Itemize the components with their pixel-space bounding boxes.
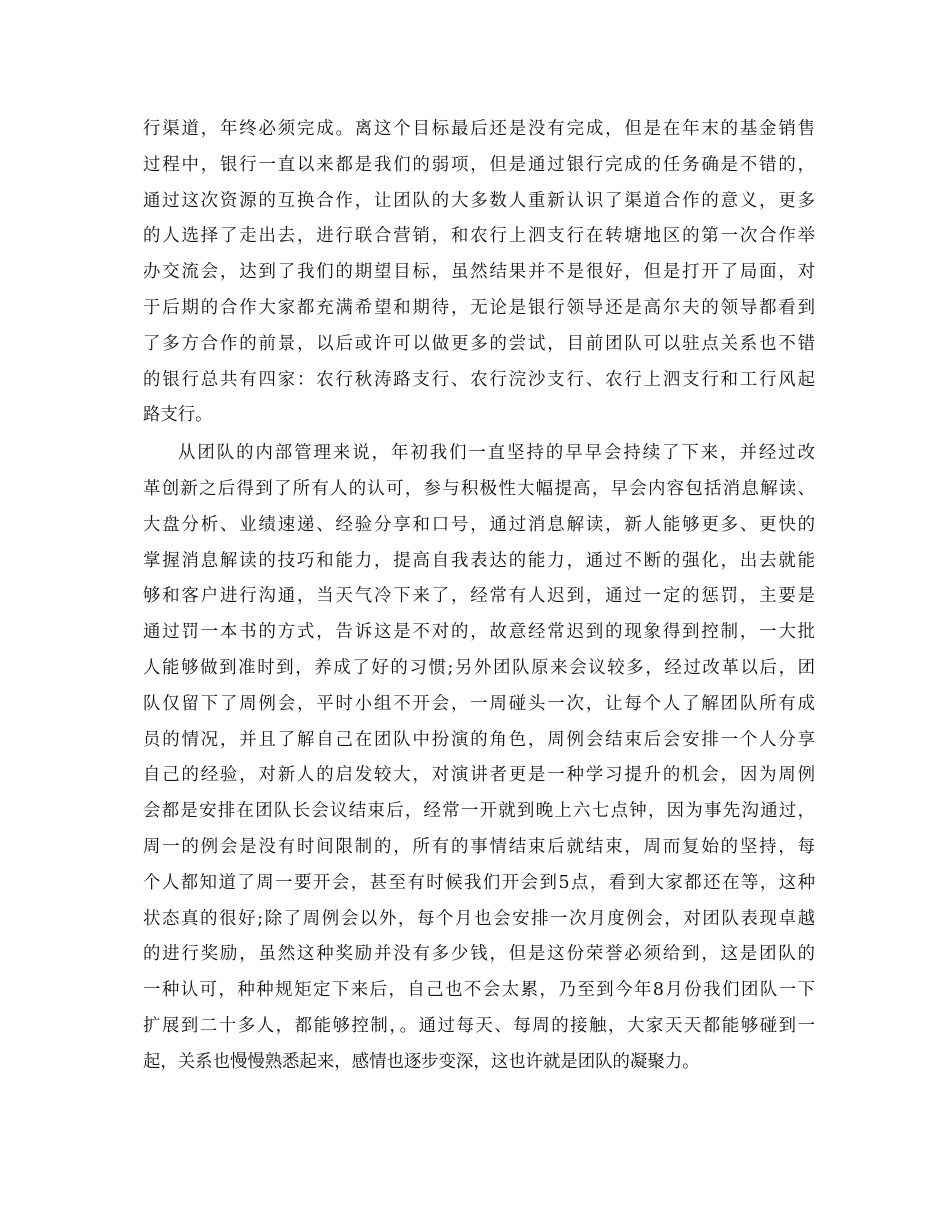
text-line: 会都是安排在团队长会议结束后，经常一开就到晚上六七点钟，因为事先沟通过，	[143, 801, 815, 822]
text-line: 行渠道，年终必须完成。离这个目标最后还是没有完成，但是在年末的基金销售	[143, 119, 815, 139]
paragraph-1	[143, 112, 815, 434]
text-line: 周一的例会是没有时间限制的，所有的事情结束后就结束，周而复始的坚持，每	[143, 836, 815, 857]
text-line: 够和客户进行沟通，当天气冷下来了，经常有人迟到，通过一定的惩罚，主要是	[143, 586, 815, 607]
text-line: 于后期的合作大家都充满希望和期待，无论是银行领导还是高尔夫的领导都看到	[143, 297, 815, 318]
document-body	[143, 112, 815, 1081]
text-line: 过程中，银行一直以来都是我们的弱项，但是通过银行完成的任务确是不错的，	[143, 154, 815, 175]
text-line: 扩展到二十多人，都能够控制，。通过每天、每周的接触，大家天天都能够碰到一	[143, 1015, 815, 1036]
text-line: 通过这次资源的互换合作，让团队的大多数人重新认识了渠道合作的意义，更多	[143, 190, 815, 211]
text-line: 自己的经验，对新人的启发较大，对演讲者更是一种学习提升的机会，因为周例	[143, 765, 815, 786]
text-line: 了多方合作的前景，以后或许可以做更多的尝试，目前团队可以驻点关系也不错	[143, 333, 815, 354]
text-line: 人能够做到准时到，养成了好的习惯;另外团队原来会议较多，经过改革以后，团	[143, 657, 815, 678]
text-line: 的进行奖励，虽然这种奖励并没有多少钱，但是这份荣誉必须给到，这是团队的	[143, 944, 815, 965]
text-line: 一种认可，种种规矩定下来后，自己也不会太累，乃至到今年8月份我们团队一下	[143, 980, 815, 1001]
text-line: 员的情况，并且了解自己在团队中扮演的角色，周例会结束后会安排一个人分享	[143, 729, 815, 750]
text-line: 掌握消息解读的技巧和能力，提高自我表达的能力，通过不断的强化，出去就能	[143, 550, 815, 571]
text-line: 办交流会，达到了我们的期望目标，虽然结果并不是很好，但是打开了局面，对	[143, 262, 815, 283]
text-line: 路支行。	[143, 405, 213, 426]
paragraph-2	[143, 436, 815, 1080]
text-line: 起，关系也慢慢熟悉起来，感情也逐步变深，这也许就是团队的凝聚力。	[143, 1051, 700, 1072]
text-line: 从团队的内部管理来说，年初我们一直坚持的早早会持续了下来，并经过改	[178, 443, 815, 464]
text-line: 大盘分析、业绩速递、经验分享和口号，通过消息解读，新人能够更多、更快的	[143, 514, 815, 535]
text-line: 状态真的很好;除了周例会以外，每个月也会安排一次月度例会，对团队表现卓越	[143, 908, 815, 929]
text-line: 革创新之后得到了所有人的认可，参与积极性大幅提高，早会内容包括消息解读、	[143, 478, 815, 499]
text-line: 的人选择了走出去，进行联合营销，和农行上泗支行在转塘地区的第一次合作举	[143, 226, 815, 247]
text-line: 的银行总共有四家：农行秋涛路支行、农行浣沙支行、农行上泗支行和工行风起	[143, 369, 815, 390]
text-line: 队仅留下了周例会，平时小组不开会，一周碰头一次，让每个人了解团队所有成	[143, 693, 815, 714]
text-line: 个人都知道了周一要开会，甚至有时候我们开会到5点，看到大家都还在等，这种	[143, 872, 815, 893]
text-line: 通过罚一本书的方式，告诉这是不对的，故意经常迟到的现象得到控制，一大批	[143, 622, 815, 643]
